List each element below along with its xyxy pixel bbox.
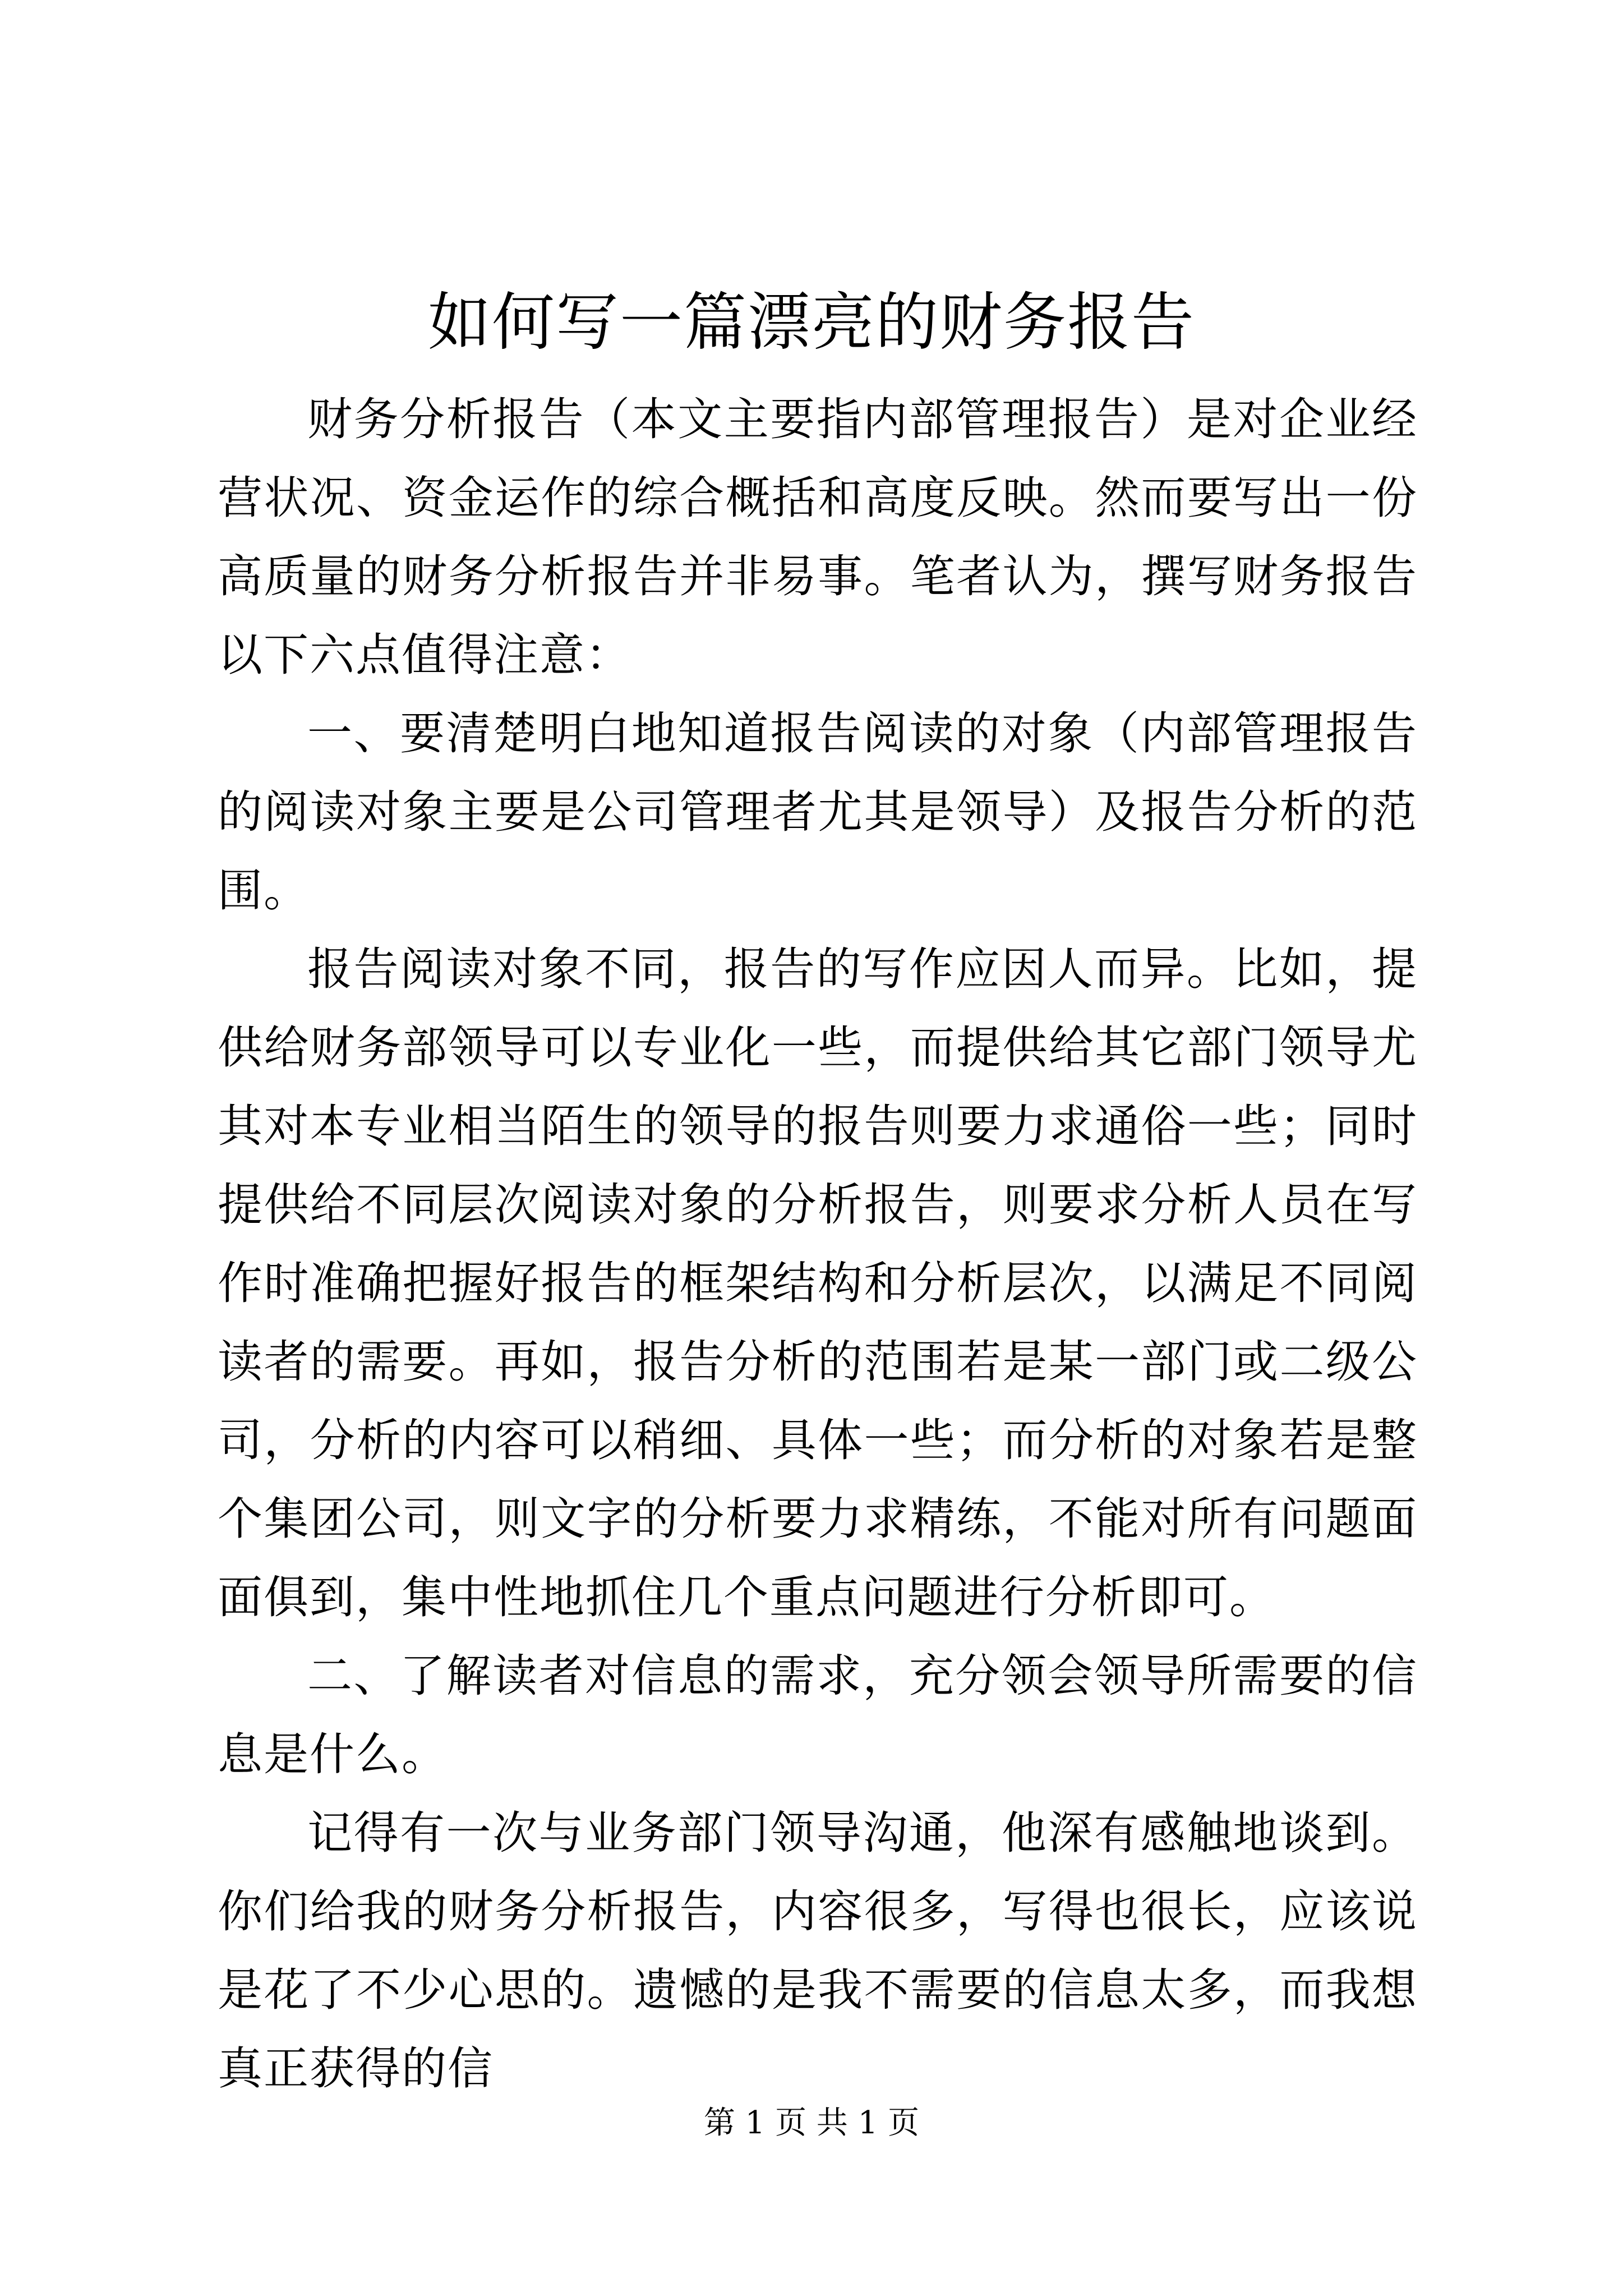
document-title: 如何写一篇漂亮的财务报告 — [428, 286, 1195, 359]
document-body — [218, 380, 1418, 2108]
paragraph: 报告阅读对象不同，报告的写作应因人而异。比如，提供给财务部领导可以专业化一些，而提供给其它部门领导尤其对本专业相当陌生的领导的报告则要力求通俗一些；同时提供给不同层次阅读对象的分析报告，则要求分析人员在写作时准确把握好报告的框架结构和分析层次，以满足不同阅读者的需要。再如，报告分析的范围若是某一部门或二级公司，分析的内容可以稍细、具体一些；而分析的对象若是整个集团公司，则文字的分析要力求精练，不能对所有问题面面俱到，集中性地抓住几个重点问题进行分析即可。 — [218, 943, 1418, 1623]
page-footer: 第 1 页 共 1 页 — [703, 2105, 920, 2141]
paragraph: 二、了解读者对信息的需求，充分领会领导所需要的信息是什么。 — [218, 1650, 1418, 1780]
paragraph: 财务分析报告（本文主要指内部管理报告）是对企业经营状况、资金运作的综合概括和高度反映。然而要写出一份高质量的财务分析报告并非易事。笔者认为，撰写财务报告以下六点值得注意： — [218, 393, 1418, 681]
paragraph: 一、要清楚明白地知道报告阅读的对象（内部管理报告的阅读对象主要是公司管理者尤其是领导）及报告分析的范围。 — [218, 707, 1418, 917]
paragraph: 记得有一次与业务部门领导沟通，他深有感触地谈到。你们给我的财务分析报告，内容很多，写得也很长，应该说是花了不少心思的。遗憾的是我不需要的信息太多，而我想真正获得的信 — [218, 1807, 1418, 2095]
